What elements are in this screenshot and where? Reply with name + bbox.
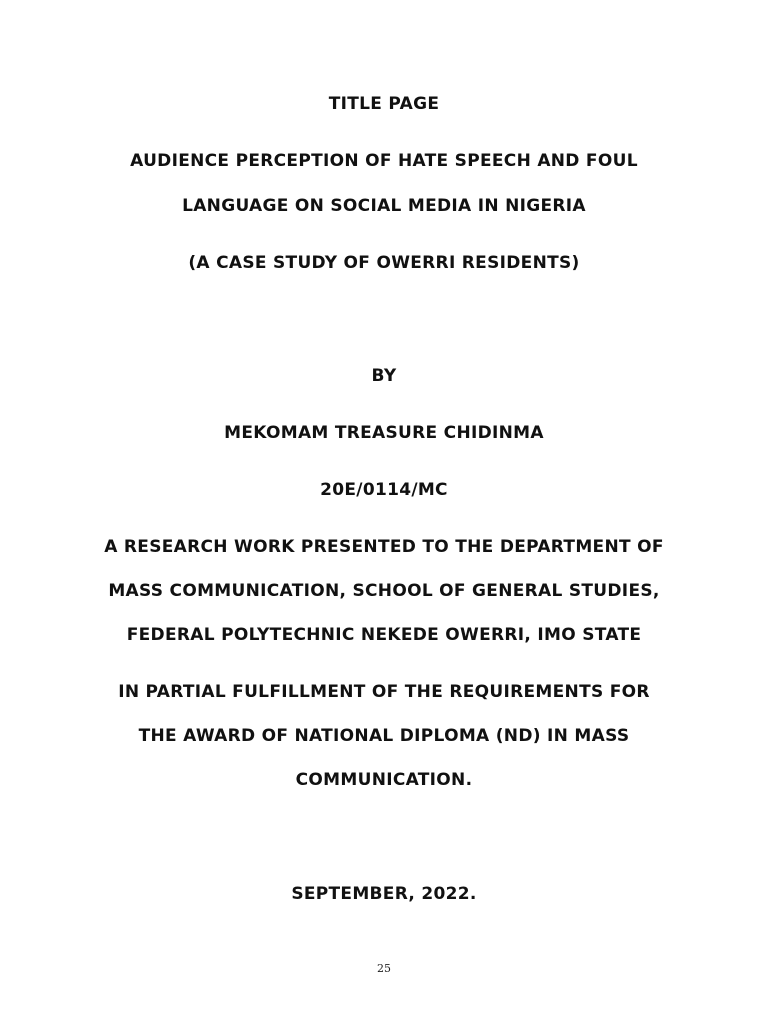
presented-line-2: MASS COMMUNICATION, SCHOOL OF GENERAL STUDIES, (108, 581, 660, 601)
presented-line-1: A RESEARCH WORK PRESENTED TO THE DEPARTMENT OF (104, 537, 664, 557)
page-heading: TITLE PAGE (328, 94, 440, 114)
presented-line-3: FEDERAL POLYTECHNIC NEKEDE OWERRI, IMO STATE (126, 625, 642, 645)
title-line-1: AUDIENCE PERCEPTION OF HATE SPEECH AND FOUL (130, 151, 638, 171)
submission-date: SEPTEMBER, 2022. (291, 884, 477, 904)
fulfillment-line-1: IN PARTIAL FULFILLMENT OF THE REQUIREMENTS FOR (118, 682, 650, 702)
case-study-subtitle: (A CASE STUDY OF OWERRI RESIDENTS) (188, 253, 580, 273)
by-label: BY (371, 366, 397, 386)
page-number: 25 (377, 962, 391, 975)
fulfillment-line-3: COMMUNICATION. (295, 770, 473, 790)
title-line-2: LANGUAGE ON SOCIAL MEDIA IN NIGERIA (182, 196, 586, 216)
fulfillment-line-2: THE AWARD OF NATIONAL DIPLOMA (ND) IN MASS (138, 726, 630, 746)
author-name: MEKOMAM TREASURE CHIDINMA (224, 423, 544, 443)
registration-number: 20E/0114/MC (320, 480, 448, 500)
